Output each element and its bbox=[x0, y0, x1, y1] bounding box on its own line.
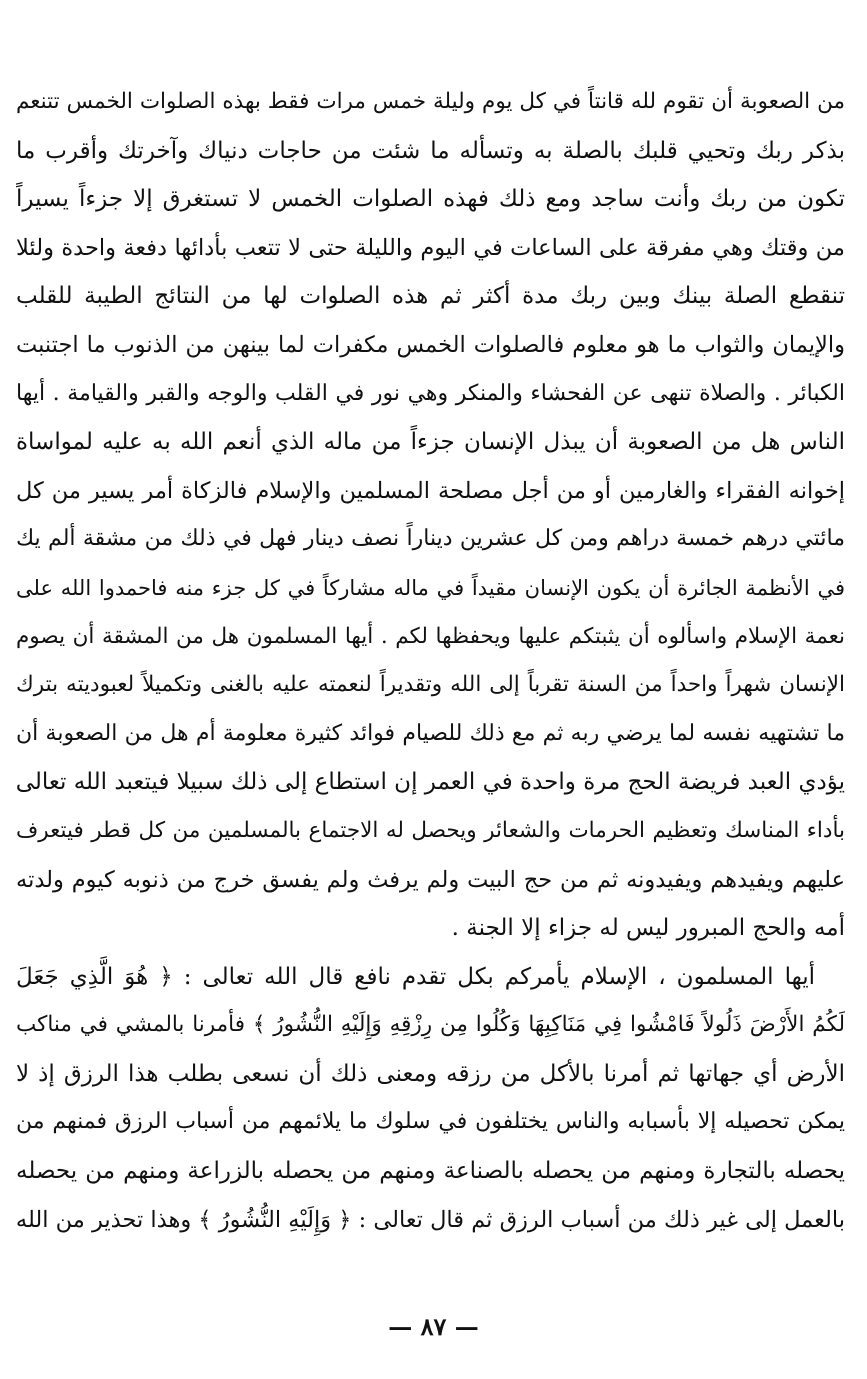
text-line: الأرض أي جهاتها ثم أمرنا بالأكل من رزقه ومعنى ذلك أن نسعى بطلب هذا الرزق إذ لا bbox=[16, 1060, 845, 1087]
text-line: إخوانه الفقراء والغارمين أو من أجل مصلحة المسلمين والإسلام فالزكاة أمر يسير من كل bbox=[16, 477, 845, 504]
text-line: ما تشتهيه نفسه لما يرضي ربه ثم مع ذلك للصيام فوائد كثيرة معلومة أم هل من الصعوبة أن bbox=[16, 720, 845, 746]
page-number: — ٨٧ — bbox=[388, 1312, 479, 1341]
text-line: بأداء المناسك وتعظيم الحرمات والشعائر ويحصل له الاجتماع بالمسلمين من كل قطر فيتعرف bbox=[16, 817, 845, 843]
text-line: نعمة الإسلام واسألوه أن يثبتكم عليها ويحفظها لكم . أيها المسلمون هل من المشقة أن يصوم bbox=[16, 623, 845, 649]
text-line: تنقطع الصلة بينك وبين ربك مدة أكثر ثم هذه الصلوات لها من النتائج الطيبة للقلب bbox=[16, 283, 845, 310]
text-line: من الصعوبة أن تقوم لله قانتاً في كل يوم وليلة خمس مرات فقط بهذه الصلوات الخمس تتنعم bbox=[16, 89, 845, 114]
text-line: الناس هل من الصعوبة أن يبذل الإنسان جزءاً من ماله الذي أنعم الله به عليه لمواساة bbox=[16, 429, 845, 456]
text-line: في الأنظمة الجائرة أن يكون الإنسان مقيداً في ماله مشاركاً في كل جزء منه فاحمدوا الله على bbox=[16, 575, 845, 600]
quran-verse-line: لَكُمُ الأَرْضَ ذَلُولاً فَامْشُوا فِي مَنَاكِبِهَا وَكُلُوا مِن رِزْقِهِ وَإِلَيْهِ النُّشُورُ ﴾ فأمرنا بالمشي في مناكب bbox=[16, 1012, 845, 1038]
text-line: الإنسان شهراً واحداً من السنة تقرباً إلى الله وتقديراً لنعمته عليه بالغنى وتكميلاً لعبوديته بترك bbox=[16, 672, 845, 698]
text-line: والإيمان والثواب ما هو معلوم فالصلوات الخمس مكفرات لما بينهن من الذنوب ما اجتنبت bbox=[16, 331, 845, 358]
text-line: الكبائر . والصلاة تنهى عن الفحشاء والمنكر وهي نور في القلب والوجه والقبر والقيامة . أيها bbox=[16, 380, 845, 406]
text-line: بالعمل إلى غير ذلك من أسباب الرزق ثم قال تعالى : ﴿ وَإِلَيْهِ النُّشُورُ ﴾ وهذا تحذير من الله bbox=[16, 1206, 845, 1233]
text-line: بذكر ربك وتحيي قلبك بالصلة به وتسأله ما شئت من حاجات دنياك وآخرتك وأقرب ما bbox=[16, 137, 845, 164]
paragraph-end-line: أمه والحج المبرور ليس له جزاء إلا الجنة . bbox=[451, 915, 845, 942]
text-line: يحصله بالتجارة ومنهم من يحصله بالصناعة ومنهم من يحصله بالزراعة ومنهم من يحصله bbox=[16, 1158, 845, 1185]
text-line: تكون من ربك وأنت ساجد ومع ذلك فهذه الصلوات الخمس لا تستغرق إلا جزءاً يسيراً bbox=[16, 186, 845, 213]
text-line: من وقتك وهي مفرقة على الساعات في اليوم والليلة حتى لا تتعب بأدائها دفعة واحدة ولئلا bbox=[16, 234, 845, 261]
body-text bbox=[16, 78, 845, 1244]
text-line: عليهم ويفيدهم ويفيدونه ثم من حج البيت ولم يرفث ولم يفسق خرج من ذنوبه كيوم ولدته bbox=[16, 866, 845, 893]
text-line: مائتي درهم خمسة دراهم ومن كل عشرين ديناراً نصف دينار فهل في ذلك من مشقة ألم يك bbox=[16, 526, 845, 552]
text-line: يؤدي العبد فريضة الحج مرة واحدة في العمر إن استطاع إلى ذلك سبيلا فيتعبد الله تعالى bbox=[16, 769, 845, 796]
text-line: يمكن تحصيله إلا بأسبابه والناس يختلفون في سلوك ما يلائمهم من أسباب الرزق فمنهم من bbox=[16, 1109, 845, 1135]
paragraph-start-line: أيها المسلمون ، الإسلام يأمركم بكل تقدم نافع قال الله تعالى : ﴿ هُوَ الَّذِي جَعَلَ bbox=[16, 963, 815, 990]
